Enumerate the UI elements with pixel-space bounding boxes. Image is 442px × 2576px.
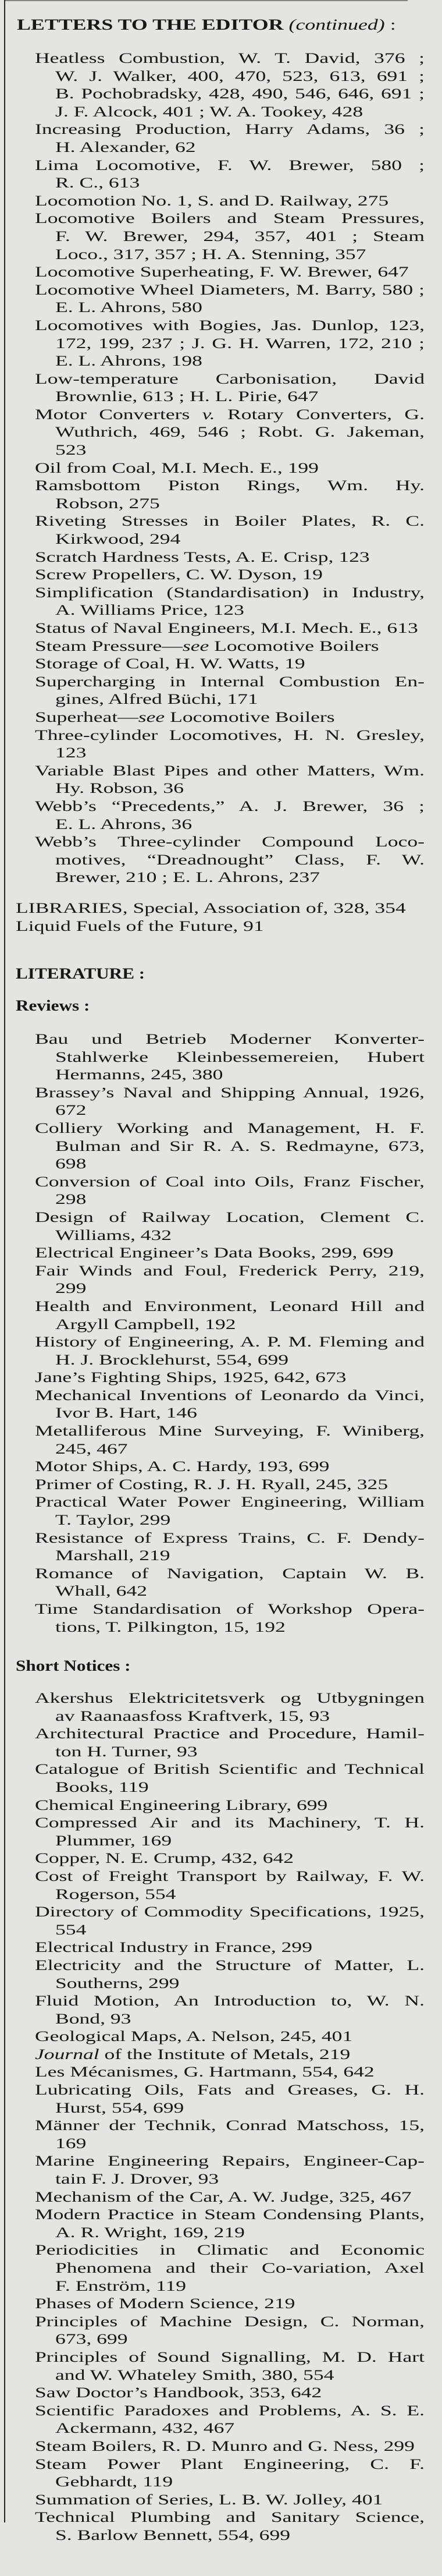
- letters-entry: [35, 833, 425, 887]
- letters-entry: [35, 370, 425, 406]
- reviews-heading: [16, 997, 90, 1015]
- entry-first-line: Phases of Modern Science, 219: [35, 2295, 295, 2312]
- entry-first-line: Cost of Freight Transport by Railway, F. W.: [35, 1867, 425, 1884]
- short-notice-entry: [35, 1689, 425, 1725]
- entry-first-line: Steam Power Plant Engineering, C. F.: [35, 2455, 425, 2472]
- entry-continuation-line: Hermanns, 245, 380: [55, 1066, 223, 1083]
- italic-text: v.: [202, 405, 215, 423]
- letters-entry: [35, 157, 425, 192]
- italic-text: see: [182, 637, 209, 654]
- entry-first-line: Practical Water Power Engineering, William: [35, 1493, 425, 1511]
- short-notice-entry: [35, 1868, 425, 1903]
- short-notice-entry: [35, 2384, 425, 2402]
- entry-first-line: Modern Practice in Steam Condensing Plants,: [35, 2206, 425, 2223]
- letters-heading-note: (continued): [288, 16, 385, 33]
- short-notice-entry: [35, 2241, 425, 2295]
- letters-entry: [35, 548, 425, 566]
- letters-entry: [35, 584, 425, 619]
- entry-first-line: Architectural Practice and Procedure, Hamil-: [35, 1725, 425, 1742]
- entry-continuation-line: and W. Whateley Smith, 380, 554: [55, 2366, 334, 2383]
- entry-first-line: Locomotive Superheating, F. W. Brewer, 647: [35, 263, 409, 281]
- text-segment: Locomotive Boilers: [209, 637, 379, 654]
- letters-entry: [35, 708, 425, 727]
- short-notice-entry: [35, 2028, 425, 2046]
- entry-continuation-line: Robson, 275: [55, 494, 160, 512]
- text-segment: Locomotive Boilers: [165, 708, 335, 725]
- entry-first-line: Electricity and the Structure of Matter, L.: [35, 1956, 425, 1973]
- text-segment: Steam Pressure—: [35, 637, 183, 654]
- entry-first-line: Status of Naval Engineers, M.I. Mech. E., 613: [35, 619, 418, 636]
- entry-first-line: Variable Blast Pipes and other Matters, Wm.: [35, 761, 425, 779]
- entry-continuation-line: Ivor B. Hart, 146: [55, 1404, 197, 1422]
- entry-first-line: Colliery Working and Management, H. F.: [35, 1119, 425, 1136]
- entry-continuation-line: av Raanaasfoss Kraftverk, 15, 93: [55, 1707, 330, 1724]
- entry-first-line: Periodicities in Climatic and Economic: [35, 2241, 425, 2259]
- entry-first-line: Locomotive Boilers and Steam Pressures,: [35, 210, 425, 227]
- entry-continuation-line: tions, T. Pilkington, 15, 192: [55, 1618, 286, 1635]
- misc-entries: [16, 899, 406, 935]
- entry-continuation-line: Hurst, 554, 699: [55, 2099, 184, 2116]
- review-entry: [35, 1387, 425, 1422]
- entry-continuation-line: Argyll Campbell, 192: [55, 1315, 236, 1333]
- letters-entry: [35, 192, 425, 210]
- letters-entry: [35, 406, 425, 459]
- text-segment: Superheat—: [35, 708, 138, 725]
- entry-first-line: Marine Engineering Repairs, Engineer-Cap-: [35, 2152, 425, 2170]
- entry-continuation-line: Ackermann, 432, 467: [55, 2419, 235, 2437]
- short-notices-heading: [16, 1657, 131, 1675]
- entry-first-line: Webb’s Three-cylinder Compound Loco-: [35, 833, 425, 851]
- entry-first-line: Low-temperature Carbonisation, David: [35, 370, 425, 387]
- short-notice-entry: [35, 1992, 425, 2028]
- entry-continuation-line: Books, 119: [55, 1778, 149, 1795]
- entry-continuation-line: F. W. Brewer, 294, 357, 401 ; Steam: [55, 227, 425, 245]
- entry-first-line: Increasing Production, Harry Adams, 36 ;: [35, 121, 425, 138]
- literature-heading: [16, 965, 145, 983]
- entry-first-line: Metalliferous Mine Surveying, F. Winiberg,: [35, 1422, 425, 1440]
- letters-entry: [35, 263, 425, 281]
- entry-first-line: Oil from Coal, M.I. Mech. E., 199: [35, 459, 319, 476]
- entry-continuation-line: gines, Alfred Büchi, 171: [55, 690, 258, 708]
- review-entry: [35, 1422, 425, 1458]
- index-entry: [16, 917, 425, 936]
- short-notice-entry: [35, 2063, 425, 2081]
- entry-first-line: Principles of Machine Design, C. Norman,: [35, 2312, 425, 2330]
- entry-first-line: Conversion of Coal into Oils, Franz Fischer,: [35, 1172, 425, 1190]
- entry-continuation-line: F. Enström, 119: [55, 2277, 187, 2294]
- short-notice-entry: [35, 2081, 425, 2117]
- entry-first-line: Ramsbottom Piston Rings, Wm. Hy.: [35, 477, 425, 494]
- entry-continuation-line: tain F. J. Drover, 93: [55, 2170, 219, 2188]
- short-notice-entry: [35, 2455, 425, 2491]
- letters-entry: [35, 317, 425, 370]
- entry-first-line: Directory of Commodity Specifications, 1925,: [35, 1903, 425, 1921]
- entry-first-line: Locomotive Wheel Diameters, M. Barry, 580 ;: [35, 281, 425, 298]
- entry-first-line: Time Standardisation of Workshop Opera-: [35, 1600, 425, 1617]
- entry-first-line: Männer der Technik, Conrad Matschoss, 15,: [35, 2117, 425, 2134]
- entry-first-line: Supercharging in Internal Combustion En-: [35, 672, 425, 690]
- entry-continuation-line: Marshall, 219: [55, 1547, 170, 1564]
- entry-first-line: Scientific Paradoxes and Problems, A. S. E.: [35, 2401, 425, 2419]
- entry-first-line: Mechanical Inventions of Leonardo da Vinci,: [35, 1386, 425, 1404]
- entry-continuation-line: Gebhardt, 119: [55, 2473, 173, 2490]
- short-notices-heading-text: Short Notices :: [16, 1657, 131, 1674]
- short-notice-entry: [35, 2508, 425, 2544]
- review-entry: [35, 1369, 425, 1387]
- entry-first-line: Copper, N. E. Crump, 432, 642: [35, 1849, 294, 1867]
- entry-continuation-line: Williams, 432: [55, 1226, 172, 1243]
- letters-heading-title: LETTERS TO THE EDITOR: [17, 16, 284, 33]
- entry-first-line: Riveting Stresses in Boiler Plates, R. C.: [35, 512, 425, 530]
- entry-continuation-line: 672: [55, 1101, 87, 1119]
- entry-continuation-line: Stahlwerke Kleinbessemereien, Hubert: [55, 1048, 425, 1065]
- entry-continuation-line: 523: [55, 441, 87, 459]
- entry-continuation-line: Brewer, 210 ; E. L. Ahrons, 237: [55, 869, 320, 886]
- short-notice-entry: [35, 1760, 425, 1796]
- letters-entry: [35, 49, 425, 121]
- review-entry: [35, 1084, 425, 1119]
- short-notices-entries: [35, 1689, 425, 2545]
- entry-continuation-line: Bond, 93: [55, 2010, 131, 2027]
- entry-first-line: Jane’s Fighting Ships, 1925, 642, 673: [35, 1369, 347, 1386]
- italic-text: Journal: [35, 2045, 99, 2063]
- entry-continuation-line: H. J. Brocklehurst, 554, 699: [55, 1351, 289, 1368]
- letters-entry: [35, 477, 425, 512]
- entry-first-line: Bau und Betrieb Moderner Konverter-: [35, 1030, 425, 1047]
- letters-entry: [35, 512, 425, 548]
- entry-first-line: Technical Plumbing and Sanitary Science,: [35, 2508, 425, 2526]
- entry-continuation-line: Wuthrich, 469, 546 ; Robt. G. Jakeman,: [55, 423, 425, 441]
- entry-continuation-line: Kirkwood, 294: [55, 530, 181, 548]
- entry-first-line: Webb’s “Precedents,” A. J. Brewer, 36 ;: [35, 797, 425, 814]
- entry-first-line: Scratch Hardness Tests, A. E. Crisp, 123: [35, 548, 370, 565]
- review-entry: [35, 1529, 425, 1565]
- entry-first-line: Catalogue of British Scientific and Technical: [35, 1760, 425, 1778]
- entry-continuation-line: T. Taylor, 299: [55, 1511, 171, 1529]
- entry-continuation-line: 554: [55, 1921, 87, 1938]
- review-entry: [35, 1600, 425, 1636]
- entry-continuation-line: 673, 699: [55, 2330, 128, 2348]
- entry-continuation-line: Phenomena and their Co-variation, Axel: [55, 2259, 425, 2276]
- review-entry: [35, 1476, 425, 1494]
- entry-first-line: Health and Environment, Leonard Hill and: [35, 1297, 425, 1314]
- entry-continuation-line: Whall, 642: [55, 1582, 148, 1600]
- short-notice-entry: [35, 2437, 425, 2455]
- entry-first-line: Principles of Sound Signalling, M. D. Hart: [35, 2348, 425, 2365]
- entry-first-line: Electrical Industry in France, 299: [35, 1939, 312, 1956]
- review-entry: [35, 1262, 425, 1298]
- letters-entry: [35, 727, 425, 762]
- letters-entry: [35, 281, 425, 317]
- text-segment: of the Institute of Metals, 219: [99, 2045, 351, 2063]
- entry-first-line: Brassey’s Naval and Shipping Annual, 1926,: [35, 1083, 425, 1101]
- entry-first-line: Locomotion No. 1, S. and D. Railway, 275: [35, 192, 389, 209]
- short-notice-entry: [35, 1939, 425, 1957]
- literature-heading-text: LITERATURE :: [16, 965, 145, 982]
- entry-first-line: Three-cylinder Locomotives, H. N. Gresley,: [35, 726, 425, 743]
- letters-heading: [17, 16, 396, 34]
- letters-entry: [35, 655, 425, 673]
- short-notice-entry: [35, 1903, 425, 1939]
- entry-continuation-line: ton H. Turner, 93: [55, 1742, 198, 1760]
- entry-continuation-line: E. L. Ahrons, 198: [55, 352, 202, 370]
- entry-first-line: Compressed Air and its Machinery, T. H.: [35, 1814, 425, 1831]
- letters-entry: [35, 121, 425, 156]
- entry-continuation-line: H. Alexander, 62: [55, 138, 196, 155]
- short-notice-entry: [35, 1849, 425, 1868]
- entry-first-line: Fluid Motion, An Introduction to, W. N.: [35, 1992, 425, 2010]
- review-entry: [35, 1030, 425, 1084]
- entry-first-line: Akershus Elektricitetsverk og Utbygningen: [35, 1689, 425, 1706]
- italic-text: see: [138, 708, 165, 725]
- entry-continuation-line: R. C., 613: [55, 174, 140, 192]
- entry-first-line: Primer of Costing, R. J. H. Ryall, 245, 325: [35, 1475, 388, 1493]
- entry-first-line: Simplification (Standardisation) in Industry,: [35, 583, 425, 601]
- review-entry: [35, 1493, 425, 1529]
- entry-first-line: Locomotives with Bogies, Jas. Dunlop, 123,: [35, 316, 425, 334]
- entry-continuation-line: Brownlie, 613 ; H. L. Pirie, 647: [55, 388, 319, 405]
- entry-first-line: [35, 637, 425, 655]
- entry-continuation-line: 245, 467: [55, 1440, 128, 1457]
- entry-first-line: Design of Railway Location, Clement C.: [35, 1208, 425, 1225]
- entry-first-line: Fair Winds and Foul, Frederick Perry, 219,: [35, 1262, 425, 1279]
- entry-continuation-line: J. F. Alcock, 401 ; W. A. Tookey, 428: [55, 102, 363, 120]
- entry-continuation-line: Plummer, 169: [55, 1831, 172, 1849]
- entry-continuation-line: E. L. Ahrons, 36: [55, 815, 193, 832]
- entry-first-line: Electrical Engineer’s Data Books, 299, 699: [35, 1244, 394, 1262]
- letters-entry: [35, 619, 425, 637]
- entry-first-line: Mechanism of the Car, A. W. Judge, 325, 467: [35, 2188, 412, 2205]
- entry-continuation-line: W. J. Walker, 400, 470, 523, 613, 691 ;: [55, 67, 425, 84]
- short-notice-entry: [35, 2348, 425, 2384]
- entry-first-line: Resistance of Express Trains, C. F. Dendy-: [35, 1529, 425, 1546]
- short-notice-entry: [35, 2206, 425, 2241]
- entry-continuation-line: A. R. Wright, 169, 219: [55, 2223, 245, 2241]
- short-notice-entry: [35, 1797, 425, 1815]
- entry-continuation-line: Hy. Robson, 36: [55, 779, 184, 797]
- entry-continuation-line: motives, “Dreadnought” Class, F. W.: [55, 851, 425, 868]
- letters-entry: [35, 762, 425, 798]
- letters-entry: [35, 798, 425, 833]
- review-entry: [35, 1119, 425, 1173]
- entry-first-line: LIBRARIES, Special, Association of, 328, 354: [16, 899, 406, 916]
- index-entry: [16, 899, 425, 917]
- entry-first-line: [35, 406, 425, 424]
- letters-entry: [35, 210, 425, 263]
- review-entry: [35, 1298, 425, 1333]
- reviews-heading-text: Reviews :: [16, 997, 90, 1014]
- short-notice-entry: [35, 2117, 425, 2152]
- entry-first-line: Screw Propellers, C. W. Dyson, 19: [35, 566, 323, 583]
- entry-first-line: Storage of Coal, H. W. Watts, 19: [35, 655, 305, 672]
- entry-continuation-line: E. L. Ahrons, 580: [55, 299, 202, 316]
- review-entry: [35, 1173, 425, 1209]
- entry-first-line: Chemical Engineering Library, 699: [35, 1796, 328, 1813]
- entry-continuation-line: Rogerson, 554: [55, 1885, 176, 1902]
- entry-continuation-line: 172, 199, 237 ; J. G. H. Warren, 172, 210 ;: [55, 334, 425, 352]
- top-rule: [5, 0, 408, 1]
- review-entry: [35, 1565, 425, 1600]
- entry-first-line: Geological Maps, A. Nelson, 245, 401: [35, 2028, 353, 2045]
- review-entry: [35, 1244, 425, 1262]
- short-notice-entry: [35, 2491, 425, 2509]
- entry-first-line: Lima Locomotive, F. W. Brewer, 580 ;: [35, 156, 425, 173]
- short-notice-entry: [35, 1725, 425, 1760]
- entry-first-line: Les Mécanismes, G. Hartmann, 554, 642: [35, 2063, 375, 2081]
- entry-continuation-line: A. Williams Price, 123: [55, 601, 244, 619]
- entry-first-line: Motor Ships, A. C. Hardy, 193, 699: [35, 1458, 330, 1475]
- entry-continuation-line: S. Barlow Bennett, 554, 699: [55, 2526, 291, 2543]
- text-segment: Motor Converters: [35, 405, 202, 423]
- short-notice-entry: [35, 2152, 425, 2188]
- entry-continuation-line: Southerns, 299: [55, 1974, 180, 1992]
- entry-first-line: Lubricating Oils, Fats and Greases, G. H.: [35, 2081, 425, 2099]
- entry-continuation-line: 698: [55, 1155, 87, 1172]
- letters-entries: [35, 49, 425, 887]
- short-notice-entry: [35, 1814, 425, 1849]
- review-entry: [35, 1209, 425, 1244]
- text-segment: Rotary Converters, G.: [215, 405, 425, 423]
- short-notice-entry: [35, 2295, 425, 2313]
- letters-entry: [35, 673, 425, 708]
- short-notice-entry: [35, 2313, 425, 2348]
- short-notice-entry: [35, 2402, 425, 2437]
- letters-entry: [35, 637, 425, 655]
- reviews-entries: [35, 1030, 425, 1636]
- short-notice-entry: [35, 2188, 425, 2206]
- review-entry: [35, 1333, 425, 1369]
- entry-first-line: Steam Boilers, R. D. Munro and G. Ness, 299: [35, 2437, 415, 2454]
- entry-continuation-line: 123: [55, 744, 87, 761]
- entry-continuation-line: 299: [55, 1280, 87, 1297]
- letters-heading-suffix: :: [390, 16, 396, 33]
- entry-first-line: Saw Doctor’s Handbook, 353, 642: [35, 2384, 322, 2401]
- entry-first-line: Heatless Combustion, W. T. David, 376 ;: [35, 49, 425, 66]
- entry-continuation-line: Loco., 317, 357 ; H. A. Stenning, 357: [55, 245, 366, 263]
- entry-continuation-line: 169: [55, 2134, 87, 2152]
- entry-first-line: [35, 708, 425, 727]
- entry-continuation-line: 298: [55, 1190, 87, 1208]
- entry-first-line: Liquid Fuels of the Future, 91: [16, 917, 264, 934]
- entry-first-line: [35, 2046, 425, 2064]
- entry-continuation-line: B. Pochobradsky, 428, 490, 546, 646, 691 ;: [55, 85, 425, 102]
- left-column-rule: [4, 0, 5, 2522]
- short-notice-entry: [35, 1957, 425, 1992]
- short-notice-entry: [35, 2046, 425, 2064]
- entry-first-line: Summation of Series, L. B. W. Jolley, 401: [35, 2490, 383, 2508]
- entry-first-line: Romance of Navigation, Captain W. B.: [35, 1564, 425, 1582]
- entry-first-line: History of Engineering, A. P. M. Fleming and: [35, 1333, 425, 1351]
- review-entry: [35, 1458, 425, 1476]
- letters-entry: [35, 459, 425, 477]
- letters-entry: [35, 566, 425, 584]
- entry-continuation-line: Bulman and Sir R. A. S. Redmayne, 673,: [55, 1137, 425, 1154]
